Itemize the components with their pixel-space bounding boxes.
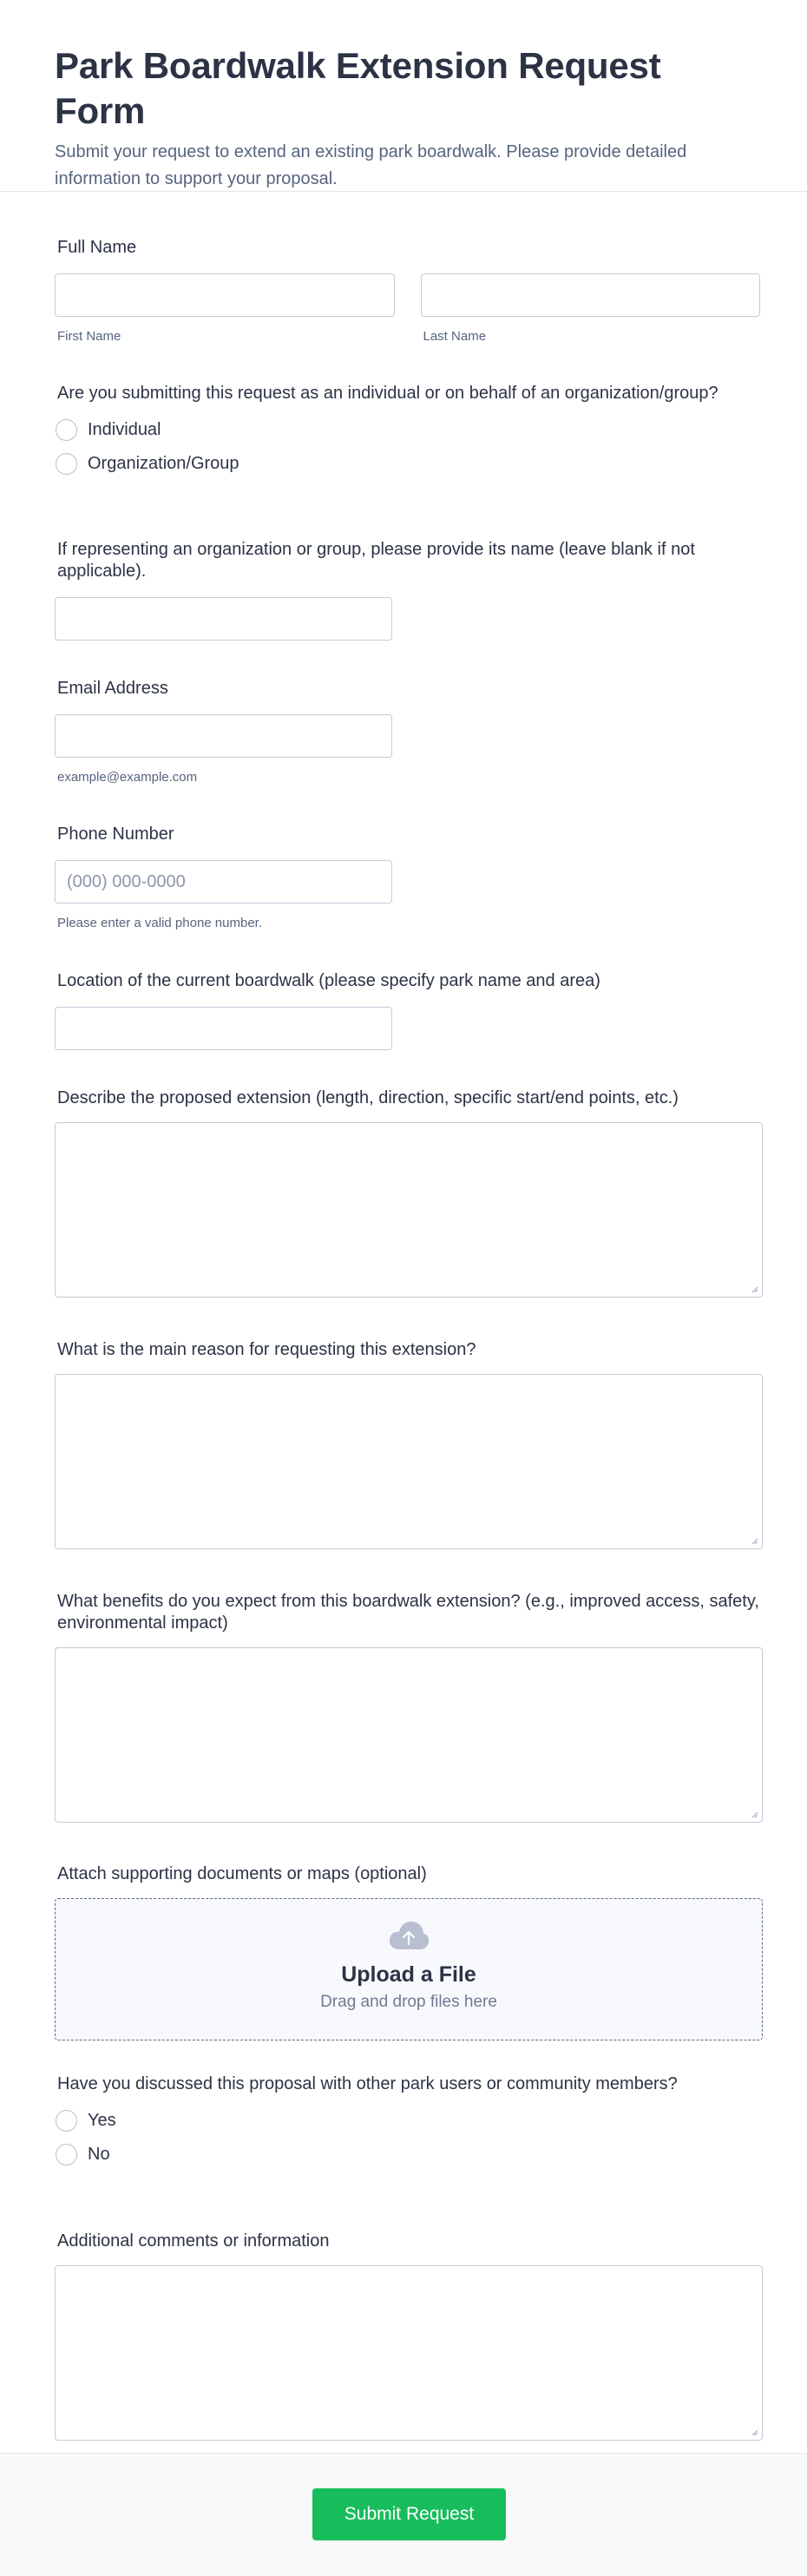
resize-grip-icon[interactable] [751,1811,758,1818]
full-name-row [55,273,760,344]
comments-label: Additional comments or information [57,2231,330,2251]
benefits-textarea[interactable] [55,1647,763,1823]
submitter-type-field [55,383,760,481]
radio-option-label: Yes [88,2111,116,2130]
discussed-options [55,2104,760,2172]
email-sublabel: example@example.com [57,770,198,785]
upload-title: Upload a File [341,1962,476,1987]
full-name-label: Full Name [57,238,137,257]
phone-label: Phone Number [57,825,174,844]
location-input[interactable] [55,1007,392,1050]
submitter-type-options [55,413,760,481]
attachments-label: Attach supporting documents or maps (optional) [57,1864,427,1883]
radio-option-label: No [88,2145,110,2164]
radio-button[interactable] [56,453,77,475]
location-field [55,970,760,1050]
first-name-input[interactable] [55,273,395,317]
extension-description-textarea[interactable] [55,1122,763,1298]
main-reason-label: What is the main reason for requesting this extension? [57,1340,476,1359]
radio-option-organization[interactable] [55,447,760,481]
benefits-field [55,1591,760,1823]
comments-textarea[interactable] [55,2265,763,2441]
location-label: Location of the current boardwalk (please specify park name and area) [57,971,600,990]
form-footer [0,2453,807,2576]
resize-grip-icon[interactable] [751,1286,758,1293]
extension-description-label: Describe the proposed extension (length, direction, specific start/end points, etc.) [57,1088,679,1107]
form-subtitle: Submit your request to extend an existing park boardwalk. Please provide detailed information to support your proposal. [55,142,687,188]
discussed-field [55,2073,760,2172]
radio-option-label: Organization/Group [88,454,239,473]
phone-field [55,824,760,930]
form-header [0,0,807,192]
cloud-upload-icon [387,1920,430,1951]
radio-option-no[interactable] [55,2138,760,2172]
comments-field [55,2231,760,2441]
last-name-sublabel: Last Name [423,329,487,344]
radio-option-yes[interactable] [55,2104,760,2138]
email-label: Email Address [57,679,168,698]
email-input[interactable] [55,714,392,758]
org-name-label: If representing an organization or group, please provide its name (leave blank if not applicable). [57,540,695,581]
radio-option-label: Individual [88,420,161,439]
org-name-field [55,539,760,641]
first-name-sublabel: First Name [57,329,121,344]
benefits-label: What benefits do you expect from this boardwalk extension? (e.g., improved access, safety, environmental impact) [57,1592,759,1633]
phone-sublabel: Please enter a valid phone number. [57,916,262,930]
upload-subtitle: Drag and drop files here [320,1993,497,2011]
last-name-col [421,273,761,344]
main-reason-field [55,1339,760,1549]
first-name-col [55,273,395,344]
email-field [55,678,760,785]
resize-grip-icon[interactable] [751,2429,758,2436]
extension-description-field [55,1088,760,1298]
radio-button[interactable] [56,2110,77,2132]
discussed-label: Have you discussed this proposal with other park users or community members? [57,2074,678,2093]
phone-input[interactable] [55,860,392,904]
radio-button[interactable] [56,2144,77,2165]
form-title: Park Boardwalk Extension Request Form [55,45,661,131]
form-body [0,192,807,2453]
radio-option-individual[interactable] [55,413,760,447]
org-name-input[interactable] [55,597,392,641]
last-name-input[interactable] [421,273,761,317]
radio-button[interactable] [56,419,77,441]
full-name-field [55,237,760,344]
attachments-field [55,1863,760,2040]
resize-grip-icon[interactable] [751,1538,758,1545]
file-upload-dropzone[interactable] [55,1898,763,2040]
main-reason-textarea[interactable] [55,1374,763,1549]
submit-button[interactable]: Submit Request [312,2488,506,2540]
submitter-type-label: Are you submitting this request as an individual or on behalf of an organization/group? [57,384,718,403]
